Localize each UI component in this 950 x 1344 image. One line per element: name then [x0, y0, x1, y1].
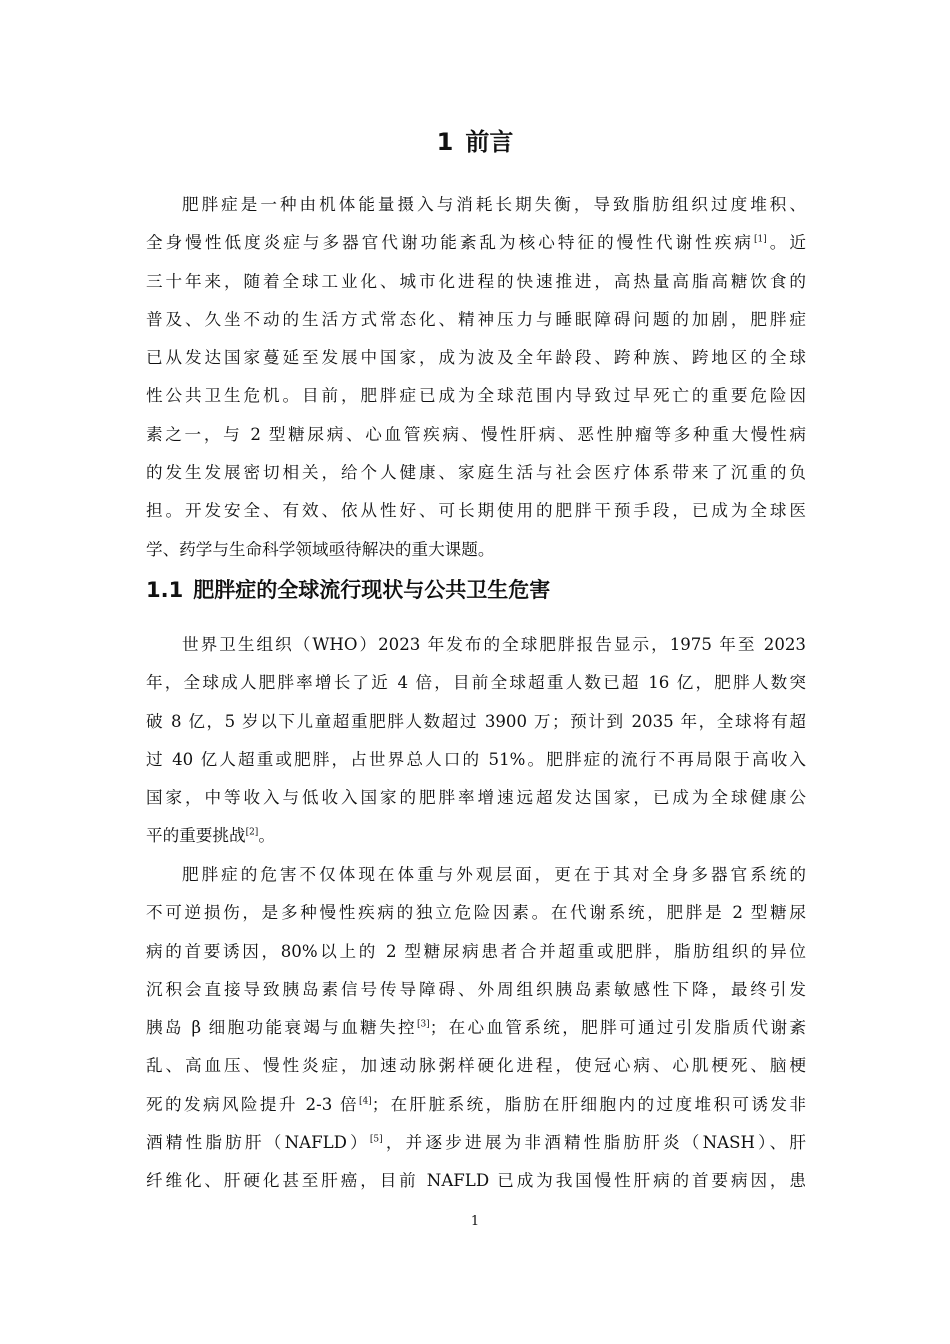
- citation[interactable]: [2]: [245, 827, 259, 838]
- text-line: 过 40 亿人超重或肥胖，占世界总人口的 51%。肥胖症的流行不再局限于高收入: [146, 749, 806, 769]
- text-line: 性公共卫生危机。目前，肥胖症已成为全球范围内导致过早死亡的重要危险因: [146, 386, 806, 406]
- text-line: 三十年来，随着全球工业化、城市化进程的快速推进，高热量高脂高糖饮食的: [146, 271, 806, 291]
- citation[interactable]: [5]: [369, 1134, 383, 1145]
- citation[interactable]: [4]: [358, 1096, 372, 1107]
- chapter-title-text: 前言: [465, 128, 514, 156]
- text-line: 全身慢性低度炎症与多器官代谢功能紊乱为核心特征的慢性代谢性疾病[1]。近: [146, 233, 807, 253]
- citation[interactable]: [3]: [416, 1019, 430, 1030]
- text-line: 世界卫生组织（WHO）2023 年发布的全球肥胖报告显示，1975 年至 2023: [182, 635, 806, 654]
- text-line: 胰岛 β 细胞功能衰竭与血糖失控[3]；在心血管系统，肥胖可通过引发脂质代谢紊: [146, 1018, 806, 1038]
- text-line: 病的首要诱因，80%以上的 2 型糖尿病患者合并超重或肥胖，脂肪组织的异位: [146, 941, 806, 961]
- chapter-title: [0, 124, 950, 160]
- body-paragraph-2: [146, 856, 806, 1201]
- text-line: 死的发病风险提升 2-3 倍[4]；在肝脏系统，脂肪在肝细胞内的过度堆积可诱发非: [146, 1094, 806, 1114]
- body-paragraph-1: [146, 626, 806, 856]
- section-title-text: 肥胖症的全球流行现状与公共卫生危害: [193, 578, 551, 602]
- text-line: 普及、久坐不动的生活方式常态化、精神压力与睡眠障碍问题的加剧，肥胖症: [146, 309, 806, 329]
- text-line: 肥胖症是一种由机体能量摄入与消耗长期失衡，导致脂肪组织过度堆积、: [182, 195, 806, 214]
- text-line: 不可逆损伤，是多种慢性疾病的独立危险因素。在代谢系统，肥胖是 2 型糖尿: [146, 903, 806, 923]
- text-line: 平的重要挑战[2]。: [146, 826, 275, 846]
- text-line: 素之一，与 2 型糖尿病、心血管疾病、慢性肝病、恶性肿瘤等多种重大慢性病: [146, 424, 806, 444]
- text-line: 乱、高血压、慢性炎症，加速动脉粥样硬化进程，使冠心病、心肌梗死、脑梗: [146, 1056, 806, 1076]
- text-line: 沉积会直接导致胰岛素信号传导障碍、外周组织胰岛素敏感性下降，最终引发: [146, 979, 806, 999]
- text-line: 酒精性脂肪肝（NAFLD）[5]，并逐步进展为非酒精性脂肪肝炎（NASH）、肝: [146, 1133, 806, 1153]
- intro-paragraph: [146, 186, 806, 569]
- chapter-number: 1: [436, 128, 454, 156]
- citation[interactable]: [1]: [754, 234, 767, 245]
- text-line: 学、药学与生命科学领域亟待解决的重大课题。: [146, 539, 495, 559]
- page-number: 1: [470, 1214, 480, 1229]
- text-line: 担。开发安全、有效、依从性好、可长期使用的肥胖干预手段，已成为全球医: [146, 501, 806, 521]
- text-line: 年，全球成人肥胖率增长了近 4 倍，目前全球超重人数已超 16 亿，肥胖人数突: [146, 673, 806, 693]
- text-line: 国家，中等收入与低收入国家的肥胖率增速远超发达国家，已成为全球健康公: [146, 788, 806, 808]
- text-line: 纤维化、肝硬化甚至肝癌，目前 NAFLD 已成为我国慢性肝病的首要病因，患: [146, 1171, 806, 1191]
- text-line: 肥胖症的危害不仅体现在体重与外观层面，更在于其对全身多器官系统的: [182, 865, 806, 884]
- section-title: [146, 574, 806, 606]
- section-number: 1.1: [146, 578, 184, 602]
- text-line: 的发生发展密切相关，给个人健康、家庭生活与社会医疗体系带来了沉重的负: [146, 463, 806, 483]
- text-line: 破 8 亿，5 岁以下儿童超重肥胖人数超过 3900 万；预计到 2035 年，全球将有超: [146, 711, 806, 731]
- text-line: 已从发达国家蔓延至发展中国家，成为波及全年龄段、跨种族、跨地区的全球: [146, 348, 806, 368]
